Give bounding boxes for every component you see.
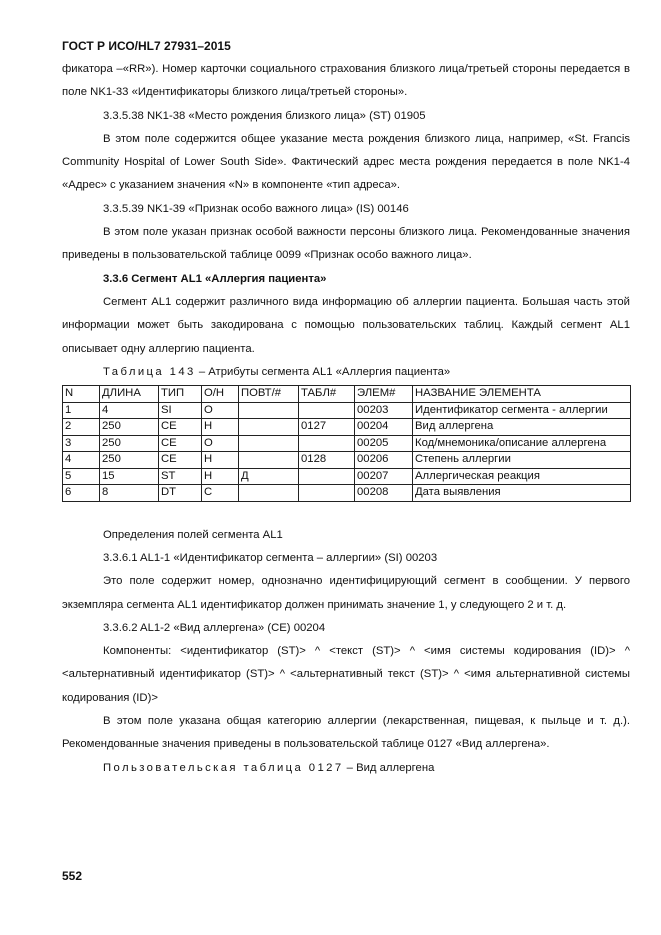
user-table-caption-text: – Вид аллергена xyxy=(343,761,435,774)
table-cell xyxy=(239,452,299,469)
table-cell xyxy=(239,435,299,452)
section-heading-al1: 3.3.6 Сегмент AL1 «Аллергия пациента» xyxy=(103,272,327,285)
subsection-heading-al1-2: 3.3.6.2 AL1-2 «Вид аллергена» (CE) 00204 xyxy=(103,621,326,634)
table-cell: 250 xyxy=(100,419,159,436)
table-header-cell: ЭЛЕМ# xyxy=(355,386,413,403)
table-cell: 00205 xyxy=(355,435,413,452)
table-cell: 3 xyxy=(63,435,100,452)
table-cell xyxy=(299,402,355,419)
table-cell xyxy=(239,402,299,419)
table-cell xyxy=(299,468,355,485)
table-cell: 1 xyxy=(63,402,100,419)
table-row xyxy=(63,402,631,419)
table-header-cell: О/Н xyxy=(202,386,239,403)
table-row xyxy=(63,452,631,469)
table-header-cell: ПОВТ/# xyxy=(239,386,299,403)
paragraph-nk1-39: В этом поле указан признак особой важности персоны близкого лица. Рекомендованные значения приведены в пользовательской таблице 0099 «Признак особо важного лица». xyxy=(62,226,630,262)
table-cell: 5 xyxy=(63,468,100,485)
table-cell: 0128 xyxy=(299,452,355,469)
table-cell: 250 xyxy=(100,452,159,469)
document-page xyxy=(62,38,630,780)
field-definitions xyxy=(62,524,630,780)
table-cell: Степень аллергии xyxy=(413,452,631,469)
table-cell: Аллергическая реакция xyxy=(413,468,631,485)
table-caption xyxy=(62,361,630,384)
table-header-cell: НАЗВАНИЕ ЭЛЕМЕНТА xyxy=(413,386,631,403)
paragraph-continuation: фикатора –«RR»). Номер карточки социального страхования близкого лица/третьей стороны передается в поле NK1-33 «Идентификаторы близкого лица/третьей стороны». xyxy=(62,63,630,99)
table-cell: Код/мнемоника/описание аллергена xyxy=(413,435,631,452)
paragraph-al1-1: Это поле содержит номер, однозначно идентифицирующий сегмент в сообщении. У первого экземпляра сегмента AL1 идентификатор должен принимать значение 1, у следующего 2 и т. д. xyxy=(62,575,630,611)
table-cell: 2 xyxy=(63,419,100,436)
field-definitions-title: Определения полей сегмента AL1 xyxy=(103,528,283,541)
table-cell xyxy=(239,485,299,502)
table-cell: 00206 xyxy=(355,452,413,469)
table-cell: Вид аллергена xyxy=(413,419,631,436)
table-cell: 8 xyxy=(100,485,159,502)
table-cell: 00203 xyxy=(355,402,413,419)
table-cell: 6 xyxy=(63,485,100,502)
table-cell: 4 xyxy=(63,452,100,469)
table-cell: Дата выявления xyxy=(413,485,631,502)
table-header-cell: ТАБЛ# xyxy=(299,386,355,403)
table-row xyxy=(63,435,631,452)
document-header: ГОСТ Р ИСО/HL7 27931–2015 xyxy=(62,39,231,53)
table-cell: 250 xyxy=(100,435,159,452)
table-cell xyxy=(299,485,355,502)
table-cell: Идентификатор сегмента - аллергии xyxy=(413,402,631,419)
table-cell: Н xyxy=(202,452,239,469)
subsection-heading-nk1-39: 3.3.5.39 NK1-39 «Признак особо важного лица» (IS) 00146 xyxy=(103,202,409,215)
page-number: 552 xyxy=(62,869,83,883)
table-row xyxy=(63,485,631,502)
user-table-caption xyxy=(62,757,630,780)
table-caption-label: Таблица 143 xyxy=(103,365,196,378)
table-cell xyxy=(299,435,355,452)
table-row xyxy=(63,468,631,485)
table-cell xyxy=(239,419,299,436)
table-cell: DT xyxy=(159,485,202,502)
table-cell: 0127 xyxy=(299,419,355,436)
paragraph-al1-2-description: В этом поле указана общая категорию аллергии (лекарственная, пищевая, к пыльце и т. д.). Рекомендованные значения приведены в пользовательской таблице 0127 «Вид аллергена». xyxy=(62,715,630,751)
paragraph-al1-2-components: Компоненты: <идентификатор (ST)> ^ <текст (ST)> ^ <имя системы кодирования (ID)> ^ <альтернативный идентификатор (ST)> ^ <альтернативный текст (ST)> ^ <имя альтернативной системы кодирования (ID)> xyxy=(62,645,630,704)
paragraph-nk1-38: В этом поле содержится общее указание места рождения близкого лица, например, «St. Francis Community Hospital of Lower South Side». Фактический адрес места рождения передается в поле NK1-4 «Адрес» с указанием значения «N» в компоненте «тип адреса». xyxy=(62,132,630,192)
user-table-caption-label: Пользовательская таблица 0127 xyxy=(103,761,344,774)
table-cell: 00208 xyxy=(355,485,413,502)
table-cell: О xyxy=(202,435,239,452)
table-header-cell: N xyxy=(63,386,100,403)
table-header-cell: ДЛИНА xyxy=(100,386,159,403)
table-cell: SI xyxy=(159,402,202,419)
table-cell: CE xyxy=(159,419,202,436)
table-cell: CE xyxy=(159,452,202,469)
paragraph-al1-intro: Сегмент AL1 содержит различного вида информацию об аллергии пациента. Большая часть этой информации может быть закодирована с помощью пользовательских таблиц. Каждый сегмент AL1 описывает одну аллергию пациента. xyxy=(62,295,630,355)
table-caption-text: – Атрибуты сегмента AL1 «Аллергия пациента» xyxy=(195,365,451,378)
table-cell: С xyxy=(202,485,239,502)
subsection-heading-nk1-38: 3.3.5.38 NK1-38 «Место рождения близкого лица» (ST) 01905 xyxy=(103,109,426,122)
table-cell: 4 xyxy=(100,402,159,419)
table-cell: Н xyxy=(202,419,239,436)
table-cell: 15 xyxy=(100,468,159,485)
table-cell: 00207 xyxy=(355,468,413,485)
table-cell: 00204 xyxy=(355,419,413,436)
table-cell: О xyxy=(202,402,239,419)
table-row xyxy=(63,419,631,436)
table-header-cell: ТИП xyxy=(159,386,202,403)
table-cell: CE xyxy=(159,435,202,452)
table-cell: Д xyxy=(239,468,299,485)
table-header-row xyxy=(63,386,631,403)
table-cell: ST xyxy=(159,468,202,485)
attributes-table xyxy=(62,385,631,502)
subsection-heading-al1-1: 3.3.6.1 AL1-1 «Идентификатор сегмента – аллергии» (SI) 00203 xyxy=(103,551,438,564)
table-cell: Н xyxy=(202,468,239,485)
